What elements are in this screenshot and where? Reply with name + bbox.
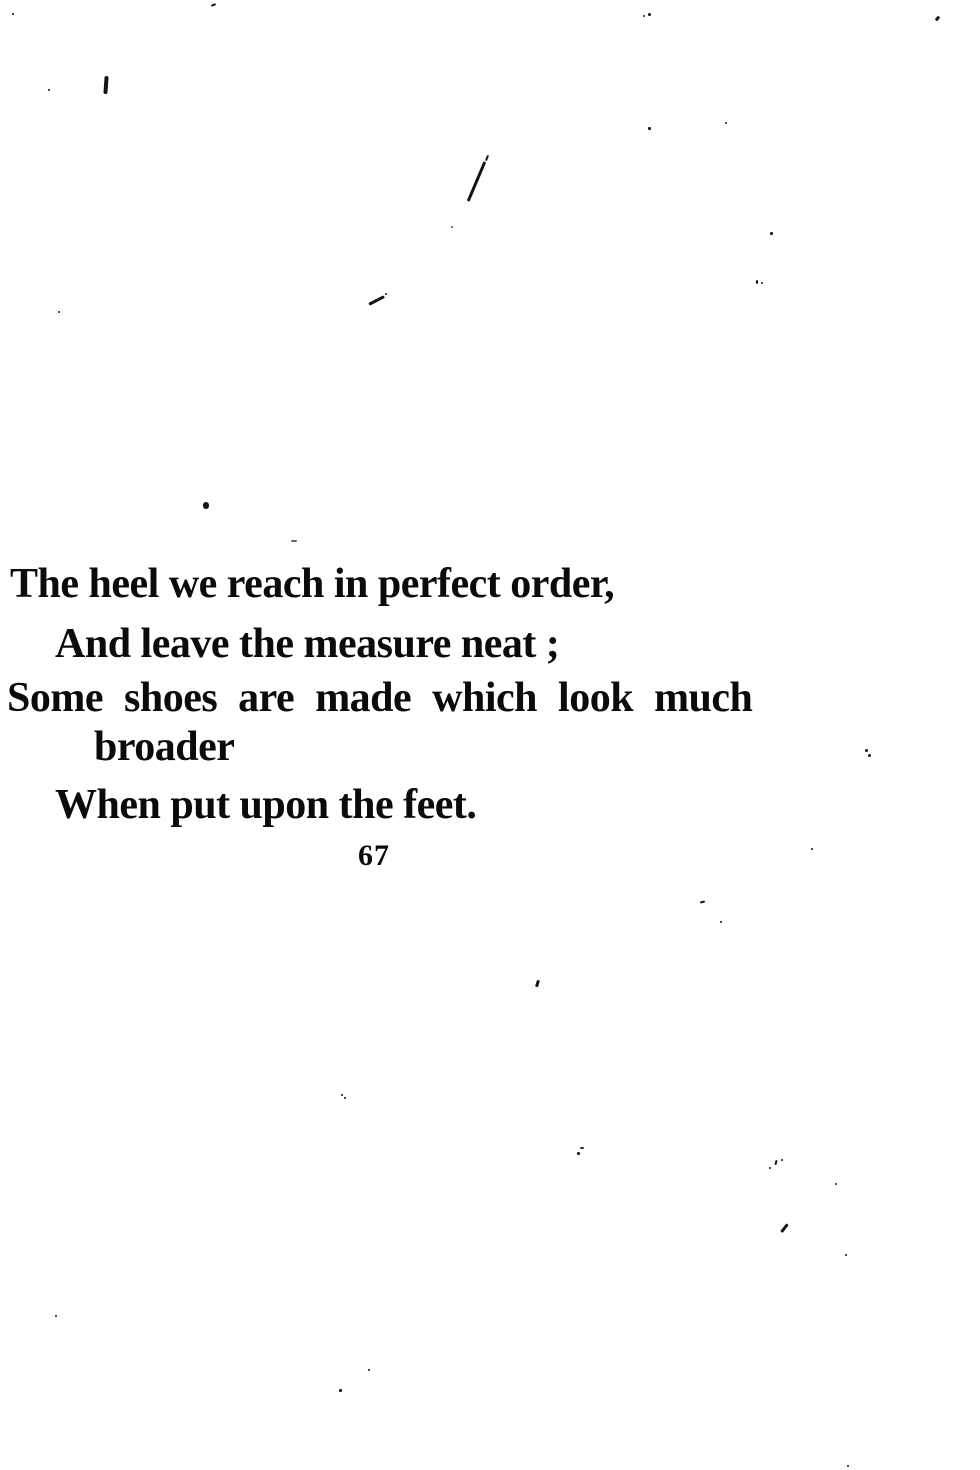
scan-speck — [780, 1223, 788, 1232]
scan-speck — [868, 754, 871, 757]
scan-speck — [725, 122, 727, 124]
scan-speck — [368, 295, 384, 305]
poem-line-3: Some shoes are made which look much — [7, 675, 753, 721]
poem-line-4-runover: broader — [94, 724, 235, 770]
scan-speck — [577, 1152, 580, 1155]
scan-speck — [847, 1465, 849, 1467]
scan-speck — [535, 980, 540, 987]
scan-speck — [643, 15, 645, 17]
scan-speck — [55, 1315, 57, 1317]
poem-line-5: When put upon the feet. — [55, 782, 477, 828]
scan-speck — [770, 232, 773, 235]
poem-line-1: The heel we reach in perfect order, — [10, 561, 615, 607]
scan-speck — [781, 1159, 783, 1161]
page-number: 67 — [358, 839, 390, 872]
scan-speck — [344, 1097, 346, 1099]
scan-speck — [368, 1369, 370, 1371]
scan-speck — [385, 293, 387, 295]
scan-speck — [835, 1183, 837, 1185]
scan-speck — [756, 280, 758, 284]
scan-speck — [865, 749, 868, 752]
scan-speck — [211, 3, 216, 7]
poem-line-2: And leave the measure neat ; — [55, 621, 560, 667]
scan-speck — [580, 1147, 584, 1149]
scan-speck — [769, 1167, 771, 1169]
scan-slash-mark — [467, 161, 487, 202]
scan-speck — [103, 76, 108, 94]
scan-speck — [12, 13, 14, 15]
scan-speck — [761, 282, 763, 284]
scan-speck — [700, 900, 705, 903]
scan-speck — [58, 311, 60, 313]
scan-speck — [485, 155, 489, 161]
scan-speck — [845, 1254, 847, 1256]
scan-speck — [341, 1094, 343, 1096]
scan-speck — [648, 127, 651, 130]
scan-speck — [774, 1160, 777, 1165]
scan-speck — [291, 540, 297, 542]
scan-speck — [203, 502, 209, 509]
scan-speck — [339, 1389, 342, 1392]
scan-speck — [48, 89, 50, 91]
scan-speck — [648, 13, 651, 16]
scan-speck — [811, 848, 813, 850]
scan-speck — [451, 226, 453, 228]
scan-speck — [935, 16, 941, 22]
scan-speck — [720, 921, 722, 923]
